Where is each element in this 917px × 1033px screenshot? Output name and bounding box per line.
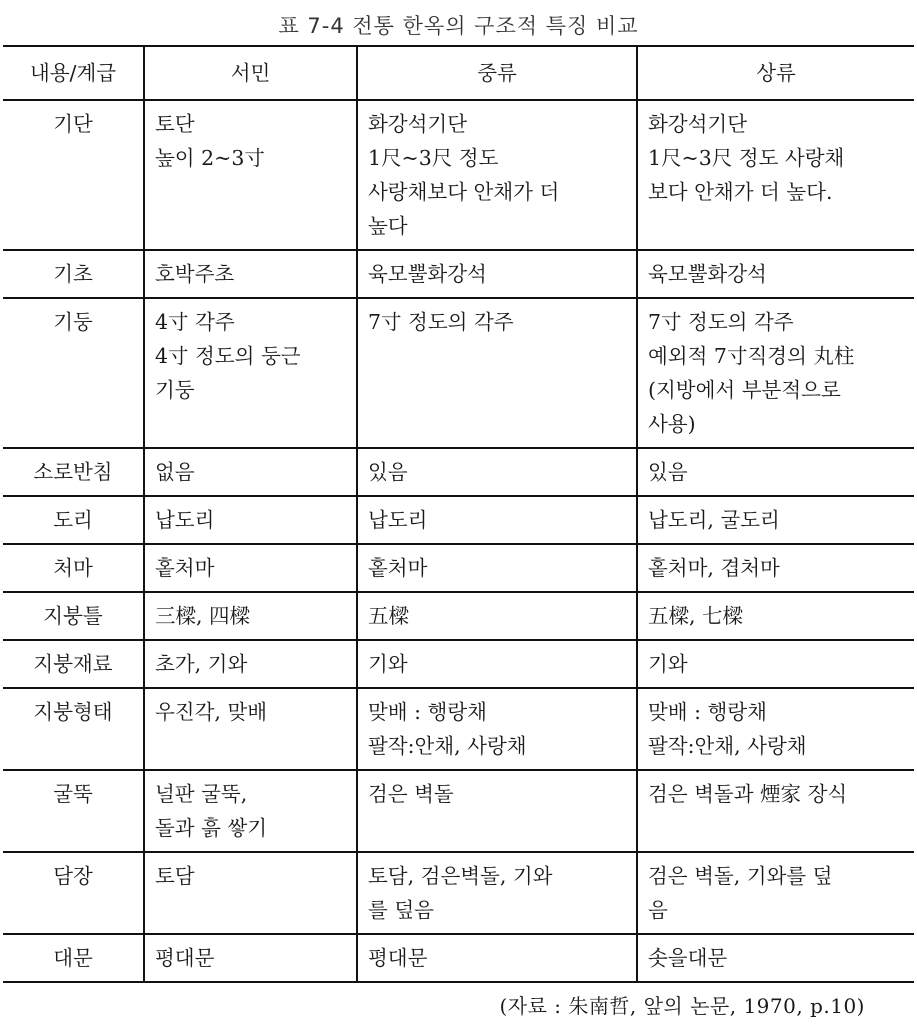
row-label: 처마 <box>3 544 144 592</box>
cell-text-line: 납도리 <box>155 508 215 532</box>
cell-text-line: 돌과 흙 쌓기 <box>155 816 268 840</box>
cell-text-line: 기와 <box>648 652 688 676</box>
cell-text-line: 1尺~3尺 정도 <box>368 146 499 170</box>
cell-text-line: 없음 <box>155 460 195 484</box>
cell-text-line: 맞배 : 행랑채 <box>368 700 487 724</box>
cell-text-line: 홑처마 <box>368 556 428 580</box>
row-label: 기초 <box>3 250 144 298</box>
table-cell-c1 <box>144 448 357 496</box>
table-cell-c3 <box>637 100 914 250</box>
source-note: (자료 : 朱南哲, 앞의 논문, 1970, p.10) <box>499 994 865 1018</box>
cell-text-line: 五樑 <box>368 604 409 628</box>
table-cell-c1 <box>144 852 357 934</box>
cell-text-line: 를 덮음 <box>368 898 434 922</box>
cell-text-line: 검은 벽돌과 煙家 장식 <box>648 782 848 806</box>
table-cell-c1 <box>144 688 357 770</box>
cell-text-line: 사랑채보다 안채가 더 <box>368 180 560 204</box>
cell-text-line: 기둥 <box>155 378 195 402</box>
table-row <box>3 250 914 298</box>
cell-text-line: 4寸 각주 <box>155 310 235 334</box>
table-cell-c2 <box>357 544 637 592</box>
table-cell-c3 <box>637 852 914 934</box>
table-cell-c3 <box>637 770 914 852</box>
cell-text-line: 홑처마 <box>155 556 215 580</box>
cell-text-line: 7寸 정도의 각주 <box>648 310 794 334</box>
table-cell-c1 <box>144 592 357 640</box>
table-cell-c2 <box>357 250 637 298</box>
cell-text-line: 호박주초 <box>155 262 235 286</box>
cell-text-line: 솟을대문 <box>648 946 728 970</box>
cell-text-line: 기와 <box>368 652 408 676</box>
cell-text-line: 1尺~3尺 정도 사랑채 <box>648 146 845 170</box>
table-row <box>3 496 914 544</box>
comparison-table <box>3 45 914 983</box>
table-cell-c3 <box>637 496 914 544</box>
table-cell-c3 <box>637 688 914 770</box>
table-cell-c1 <box>144 100 357 250</box>
table-cell-c2 <box>357 852 637 934</box>
cell-text-line: 팔작:안채, 사랑채 <box>368 734 527 758</box>
table-row <box>3 934 914 982</box>
table-cell-c1 <box>144 770 357 852</box>
table-cell-c1 <box>144 250 357 298</box>
table-row <box>3 688 914 770</box>
table-cell-c3 <box>637 934 914 982</box>
row-label: 대문 <box>3 934 144 982</box>
table-cell-c2 <box>357 640 637 688</box>
table-cell-c2 <box>357 298 637 448</box>
table-cell-c3 <box>637 544 914 592</box>
header-category: 내용/계급 <box>3 46 144 100</box>
cell-text-line: 높이 2~3寸 <box>155 146 265 170</box>
header-row <box>3 46 914 100</box>
table-cell-c1 <box>144 640 357 688</box>
cell-text-line: 평대문 <box>155 946 215 970</box>
cell-text-line: 검은 벽돌, 기와를 덮 <box>648 864 833 888</box>
cell-text-line: 납도리 <box>368 508 428 532</box>
table-cell-c1 <box>144 298 357 448</box>
table-cell-c1 <box>144 544 357 592</box>
table-row <box>3 592 914 640</box>
row-label: 기둥 <box>3 298 144 448</box>
cell-text-line: 토단 <box>155 112 195 136</box>
table-row <box>3 640 914 688</box>
cell-text-line: 있음 <box>648 460 688 484</box>
table-cell-c2 <box>357 592 637 640</box>
cell-text-line: 화강석기단 <box>648 112 748 136</box>
row-label: 지붕재료 <box>3 640 144 688</box>
cell-text-line: 三樑, 四樑 <box>155 604 251 628</box>
cell-text-line: 7寸 정도의 각주 <box>368 310 514 334</box>
cell-text-line: 토담 <box>155 864 195 888</box>
table-row <box>3 298 914 448</box>
table-row <box>3 852 914 934</box>
table-cell-c1 <box>144 496 357 544</box>
cell-text-line: 육모뿔화강석 <box>368 262 487 286</box>
cell-text-line: 4寸 정도의 둥근 <box>155 344 301 368</box>
table-row <box>3 100 914 250</box>
cell-text-line: 예외적 7寸직경의 丸柱 <box>648 344 855 368</box>
table-cell-c2 <box>357 448 637 496</box>
cell-text-line: 보다 안채가 더 높다. <box>648 180 833 204</box>
row-label: 소로반침 <box>3 448 144 496</box>
table-row <box>3 770 914 852</box>
cell-text-line: 五樑, 七樑 <box>648 604 744 628</box>
cell-text-line: 육모뿔화강석 <box>648 262 767 286</box>
cell-text-line: 있음 <box>368 460 408 484</box>
row-label: 지붕형태 <box>3 688 144 770</box>
table-cell-c3 <box>637 448 914 496</box>
table-cell-c1 <box>144 934 357 982</box>
table-cell-c2 <box>357 934 637 982</box>
header-col3: 상류 <box>637 46 914 100</box>
cell-text-line: 음 <box>648 898 668 922</box>
cell-text-line: 검은 벽돌 <box>368 782 454 806</box>
table-cell-c2 <box>357 770 637 852</box>
cell-text-line: (지방에서 부분적으로 <box>648 378 841 402</box>
cell-text-line: 사용) <box>648 412 696 436</box>
table-row <box>3 544 914 592</box>
header-col1: 서민 <box>144 46 357 100</box>
cell-text-line: 화강석기단 <box>368 112 468 136</box>
header-col2: 중류 <box>357 46 637 100</box>
cell-text-line: 초가, 기와 <box>155 652 248 676</box>
cell-text-line: 널판 굴뚝, <box>155 782 248 806</box>
table-cell-c3 <box>637 592 914 640</box>
cell-text-line: 높다 <box>368 214 408 238</box>
row-label: 담장 <box>3 852 144 934</box>
row-label: 굴뚝 <box>3 770 144 852</box>
table-row <box>3 448 914 496</box>
cell-text-line: 맞배 : 행랑채 <box>648 700 767 724</box>
cell-text-line: 평대문 <box>368 946 428 970</box>
cell-text-line: 팔작:안채, 사랑채 <box>648 734 807 758</box>
cell-text-line: 홑처마, 겹처마 <box>648 556 780 580</box>
table-cell-c3 <box>637 640 914 688</box>
row-label: 기단 <box>3 100 144 250</box>
cell-text-line: 토담, 검은벽돌, 기와 <box>368 864 553 888</box>
cell-text-line: 납도리, 굴도리 <box>648 508 780 532</box>
row-label: 도리 <box>3 496 144 544</box>
cell-text-line: 우진각, 맞배 <box>155 700 268 724</box>
table-cell-c2 <box>357 496 637 544</box>
table-cell-c2 <box>357 688 637 770</box>
table-title: 표 7-4 전통 한옥의 구조적 특징 비교 <box>278 14 639 38</box>
row-label: 지붕틀 <box>3 592 144 640</box>
table-cell-c3 <box>637 250 914 298</box>
table-cell-c3 <box>637 298 914 448</box>
table-cell-c2 <box>357 100 637 250</box>
